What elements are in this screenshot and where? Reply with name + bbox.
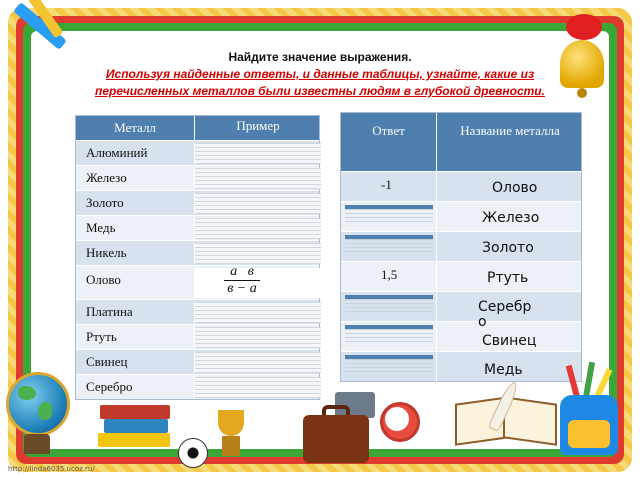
- trophy-icon: [218, 410, 244, 436]
- answer-cell: [341, 292, 436, 322]
- metal-option: Медь: [484, 362, 523, 378]
- table-row: [76, 240, 319, 265]
- task-title: Найдите значение выражения.: [228, 50, 412, 64]
- bell-clapper-icon: [577, 88, 587, 98]
- table-row: [341, 201, 581, 231]
- example-thumbnail: [194, 352, 321, 373]
- metal-name: Золото: [86, 195, 124, 210]
- example-thumbnail: [345, 205, 433, 225]
- metal-name: Ртуть: [86, 329, 117, 344]
- school-bag-pocket-icon: [568, 420, 610, 448]
- example-thumbnail: [194, 218, 321, 239]
- formula-numerator-left: a: [230, 264, 238, 279]
- globe-stand-icon: [24, 434, 50, 454]
- answer-cell: [341, 352, 436, 382]
- books-icon: [98, 433, 170, 447]
- example-thumbnail: [194, 193, 321, 214]
- metal-option: Ртуть: [487, 270, 529, 286]
- table-row: [341, 261, 581, 291]
- source-url: http://linda6035.ucoz.ru/: [8, 465, 95, 473]
- formula-numerator: [224, 265, 260, 279]
- formula-numerator-right: в: [247, 264, 254, 279]
- column-header-metal: Металл: [114, 120, 156, 135]
- metal-name: Алюминий: [86, 145, 148, 160]
- metals-examples-table: [75, 115, 320, 400]
- table-header: [341, 113, 581, 171]
- metal-name: Свинец: [86, 354, 128, 369]
- table-row: [341, 231, 581, 261]
- table-row: [76, 374, 319, 399]
- example-thumbnail: [345, 235, 433, 255]
- formula-denominator: в − a: [227, 281, 257, 296]
- school-bell-icon: [560, 40, 604, 88]
- example-thumbnail: [194, 377, 321, 398]
- example-thumbnail: [345, 355, 433, 375]
- trophy-base-icon: [222, 436, 240, 456]
- bow-icon: [566, 14, 602, 40]
- globe-land-icon: [18, 386, 36, 400]
- table-row: [76, 215, 319, 240]
- table-row: [341, 171, 581, 201]
- metal-option: Олово: [492, 180, 538, 196]
- example-thumbnail: [194, 168, 321, 189]
- metal-option: Свинец: [482, 333, 537, 349]
- table-row: [76, 140, 319, 165]
- example-thumbnail: [194, 143, 321, 164]
- clock-face-icon: [385, 407, 409, 431]
- table-row: [76, 190, 319, 215]
- table-row: [76, 165, 319, 190]
- metal-name: Платина: [86, 304, 133, 319]
- table-header: [76, 116, 319, 140]
- metal-name: Серебро: [86, 379, 133, 394]
- fraction-formula: [224, 265, 260, 296]
- answer-cell: [341, 322, 436, 352]
- example-thumbnail: [345, 325, 433, 345]
- table-row: [76, 299, 319, 324]
- globe-land-icon: [38, 402, 52, 420]
- table-row: [76, 265, 319, 299]
- column-header-example: Пример: [194, 116, 321, 140]
- metal-name: Медь: [86, 220, 116, 235]
- example-thumbnail: [345, 295, 433, 315]
- answer-value: 1,5: [381, 267, 398, 282]
- metal-name: Железо: [86, 170, 127, 185]
- metal-option: Железо: [482, 210, 540, 226]
- example-thumbnail: [194, 243, 321, 264]
- task-instructions: Используя найденные ответы, и данные таблицы, узнайте, какие из перечисленных металлов были известны людям в глубокой древности.: [95, 67, 545, 98]
- answer-cell: [341, 202, 436, 232]
- metal-name: Никель: [86, 245, 127, 260]
- metal-option: Золото: [482, 240, 534, 256]
- column-header-answer: Ответ: [372, 123, 405, 138]
- column-header-metal-name: Название металла: [436, 113, 583, 171]
- metal-option: Серебро: [478, 299, 532, 330]
- briefcase-icon: [303, 415, 369, 463]
- books-icon: [100, 405, 170, 419]
- answer-value: -1: [381, 177, 392, 192]
- table-row: [341, 321, 581, 351]
- table-row: [76, 349, 319, 374]
- answer-cell: [341, 232, 436, 262]
- table-row: [341, 291, 581, 321]
- example-thumbnail: [194, 302, 321, 323]
- books-icon: [104, 419, 168, 433]
- answers-table: [340, 112, 582, 382]
- soccer-ball-icon: [178, 438, 208, 468]
- metal-name: Олово: [86, 272, 121, 287]
- table-row: [341, 351, 581, 381]
- example-thumbnail: [194, 327, 321, 348]
- table-row: [76, 324, 319, 349]
- globe-icon: [6, 372, 70, 436]
